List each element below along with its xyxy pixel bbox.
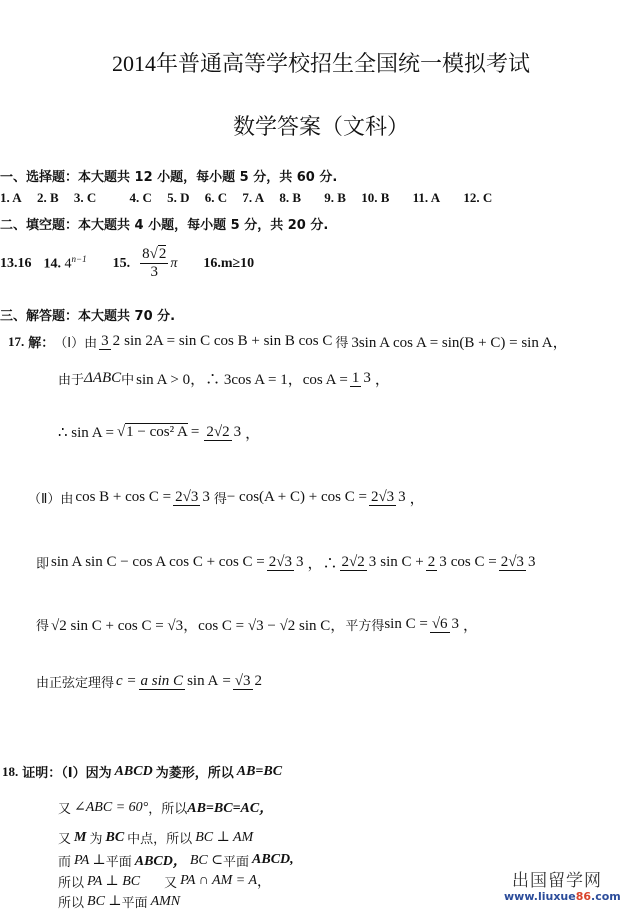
q17-line-2: 由于 ΔABC 中 sin A > 0，∴ 3cos A = 1，cos A = 1 3 ， — [58, 369, 390, 388]
answer-5: 5. D — [167, 190, 190, 205]
answer-10: 10. B — [361, 190, 390, 205]
q18-line-1: 18. 证明：（Ⅰ）因为 ABCD 为菱形，所以 AB=BC — [2, 763, 283, 781]
fraction: 2 3 — [427, 553, 447, 570]
q18-line-4: 而 PA ⊥ 平面 ABCD， BC ⊂ 平面 ABCD, — [58, 852, 294, 870]
answer-3: 3. C — [73, 190, 97, 205]
q18-line-2: 又 ∠ABC = 60° ，所以 AB=BC=AC， — [58, 799, 274, 817]
document-title: 2014年普通高等学校招生全国统一模拟考试 — [111, 51, 530, 76]
section-2-heading: 二、填空题：本大题共 4 小题，每小题 5 分，共 20 分. — [0, 218, 329, 233]
fraction: 1 3 — [351, 369, 371, 386]
answer-13: 13.16 — [0, 255, 32, 271]
document-subtitle: 数学答案（文科） — [232, 114, 409, 139]
fraction: √3 2 — [234, 672, 263, 689]
fraction: a sin C sin A — [140, 672, 219, 689]
q17-line-4: （Ⅱ） 由 cos B + cos C = 2√3 3 得 − cos(A + C) + cos C = 2√3 3 ， — [28, 488, 425, 507]
answer-1: 1. A — [0, 190, 22, 205]
answer-7: 7. A — [242, 190, 265, 205]
answer-15-fraction: $\frac{8√2}{3}$ — [142, 246, 167, 281]
fill-answers — [0, 246, 254, 282]
q17-line-7: 由正弦定理得 c = a sin C sin A = √3 2 — [36, 672, 263, 691]
choice-answers — [0, 190, 492, 206]
section-1-heading: 一、选择题：本大题共 12 小题，每小题 5 分，共 60 分. — [0, 170, 338, 185]
q17-line-1: 17. 解： （Ⅰ） 由 3 2 sin 2A = sin C cos B + sin B cos C 得 3sin A cos A = sin(B + C) = sin A， — [8, 332, 568, 351]
watermark-url[interactable]: www.liuxue86.com — [504, 890, 621, 903]
fraction: 2√3 3 — [268, 553, 304, 570]
q17-line-6: 得 √2 sin C + cos C = √3，cos C = √3 − √2 sin C， 平方得 sin C = √6 3 ， — [36, 615, 479, 634]
fraction: 2√2 3 — [341, 553, 377, 570]
fraction: 2√2 3 — [206, 423, 242, 440]
pi-symbol: π — [170, 255, 178, 271]
answer-11: 11. A — [412, 190, 441, 205]
answer-12: 12. C — [463, 190, 493, 205]
answer-8: 8. B — [279, 190, 302, 205]
fraction: 2√3 3 — [370, 488, 406, 505]
q18-line-3: 又 M 为 BC 中点，所以 BC ⊥ AM — [58, 829, 254, 847]
section-3-heading: 三、解答题：本大题共 70 分. — [0, 309, 176, 324]
q17-line-5: 即 sin A sin C − cos A cos C + cos C = 2√3 3 ，∴ 2√2 3 sin C + 2 3 cos C = 2√3 3 — [36, 553, 536, 572]
fraction: √6 3 — [431, 615, 460, 632]
q17-label: 17. — [8, 333, 25, 349]
q18-label: 18. — [2, 763, 19, 779]
q18-line-6: 所以 BC ⊥ 平面 AMN — [58, 893, 181, 911]
fraction: 2√3 3 — [500, 553, 536, 570]
fraction: 3 2 — [101, 332, 121, 349]
fraction: 2√3 3 — [175, 488, 210, 505]
watermark-logo-text: 出国留学网 — [512, 871, 602, 891]
answer-9: 9. B — [324, 190, 346, 205]
answer-4: 4. C — [129, 190, 152, 205]
answer-16: 16.m≥10 — [203, 255, 255, 271]
q17-line-3: ∴ sin A = √ 1 − cos² A = 2√2 3 ， — [58, 423, 261, 442]
answer-6: 6. C — [204, 190, 228, 205]
q18-line-5: 所以 PA ⊥ BC 又 PA ∩ AM = A ， — [58, 873, 272, 891]
answer-15-label: 15. — [112, 255, 131, 271]
answer-2: 2. B — [36, 190, 59, 205]
answer-14: 14. $4^{n-1}$ — [43, 254, 87, 273]
